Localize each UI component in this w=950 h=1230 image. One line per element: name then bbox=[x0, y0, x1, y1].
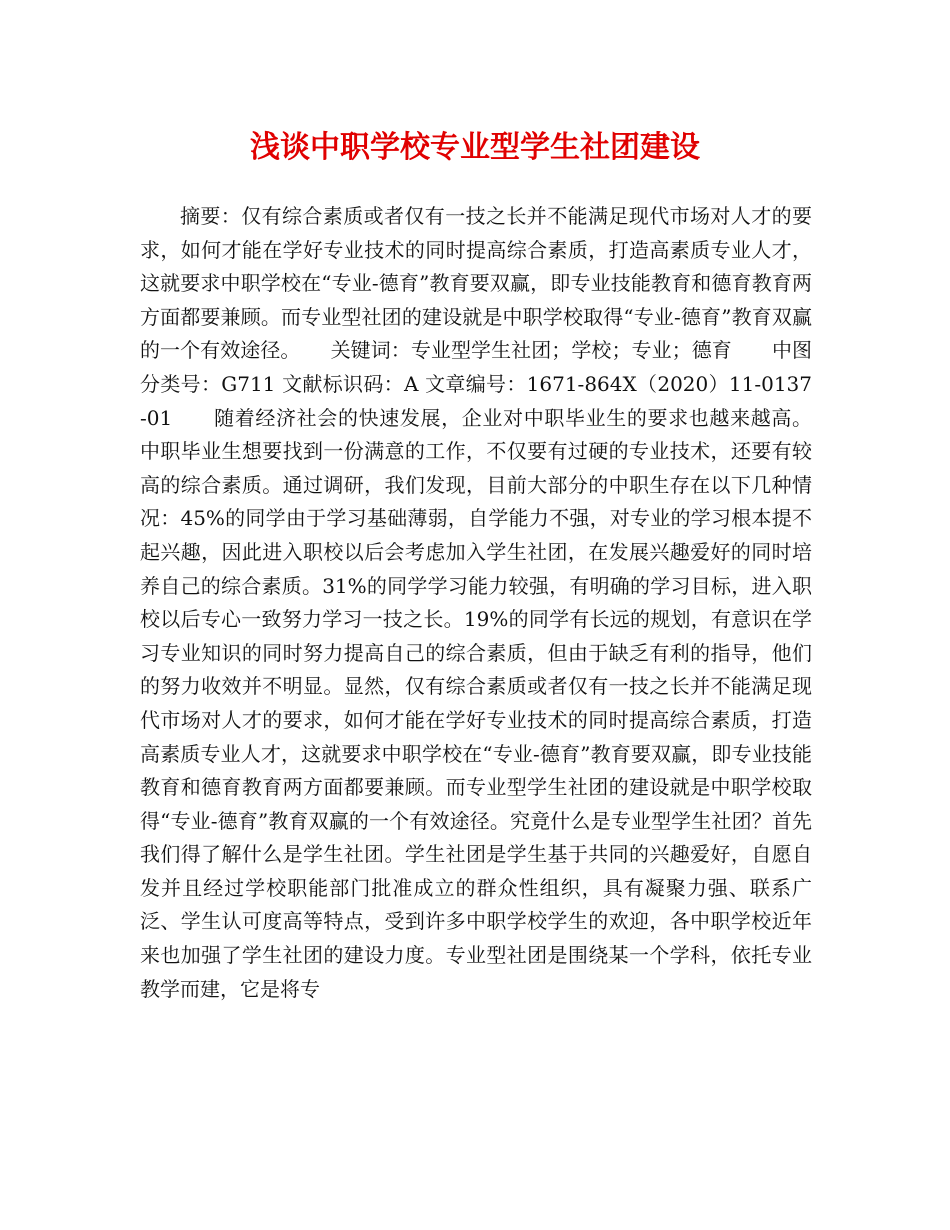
document-body-paragraph: 摘要：仅有综合素质或者仅有一技之长并不能满足现代市场对人才的要求，如何才能在学好专业技术的同时提高综合素质，打造高素质专业人才，这就要求中职学校在“专业-德育”教育要双赢，即专业技能教育和德育教育两方面都要兼顾。而专业型社团的建设就是中职学校取得“专业-德育”教育双赢的一个有效途径。 关键词：专业型学生社团；学校；专业；德育 中图分类号：G711 文献标识码：A 文章编号：1671-864X（2020）11-0137-01 随着经济社会的快速发展，企业对中职毕业生的要求也越来越高。中职毕业生想要找到一份满意的工作，不仅要有过硬的专业技术，还要有较高的综合素质。通过调研，我们发现，目前大部分的中职生存在以下几种情况：45%的同学由于学习基础薄弱，自学能力不强，对专业的学习根本提不起兴趣，因此进入职校以后会考虑加入学生社团，在发展兴趣爱好的同时培养自己的综合素质。31%的同学学习能力较强，有明确的学习目标，进入职校以后专心一致努力学习一技之长。19%的同学有长远的规划，有意识在学习专业知识的同时努力提高自己的综合素质，但由于缺乏有利的指导，他们的努力收效并不明显。显然，仅有综合素质或者仅有一技之长并不能满足现代市场对人才的要求，如何才能在学好专业技术的同时提高综合素质，打造高素质专业人才，这就要求中职学校在“专业-德育”教育要双赢，即专业技能教育和德育教育两方面都要兼顾。而专业型学生社团的建设就是中职学校取得“专业-德育”教育双赢的一个有效途径。究竟什么是专业型学生社团？首先我们得了解什么是学生社团。学生社团是学生基于共同的兴趣爱好，自愿自发并且经过学校职能部门批准成立的群众性组织，具有凝聚力强、联系广泛、学生认可度高等特点，受到许多中职学校学生的欢迎，各中职学校近年来也加强了学生社团的建设力度。专业型社团是围绕某一个学科，依托专业教学而建，它是将专 bbox=[140, 204, 812, 1001]
document-title: 浅谈中职学校专业型学生社团建设 bbox=[250, 130, 700, 165]
